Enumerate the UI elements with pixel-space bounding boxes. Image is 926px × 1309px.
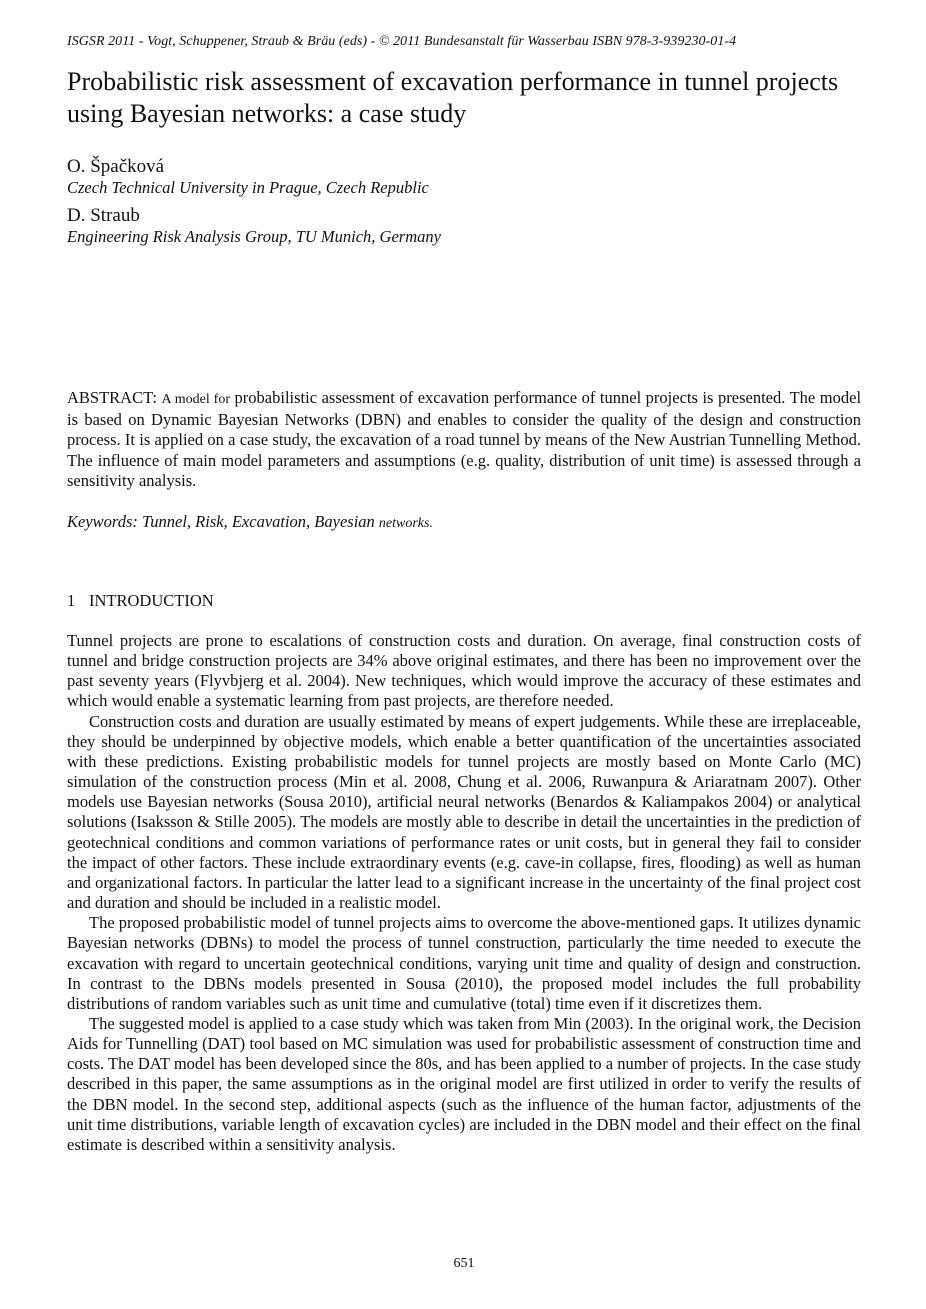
section-title: INTRODUCTION	[89, 591, 214, 610]
running-header: ISGSR 2011 - Vogt, Schuppener, Straub & Bräu (eds) - © 2011 Bundesanstalt für Wasserbau ISBN 978-3-939230-01-4	[67, 34, 737, 49]
page-number: 651	[453, 1256, 475, 1271]
author-name: D. Straub	[67, 205, 140, 226]
paragraph: Construction costs and duration are usually estimated by means of expert judgements. While these are irreplaceable, they should be underpinned by objective models, which enable a better quantification of the uncertainties associated with these predictions. Existing probabilistic models for tunnel projects are mostly based on Monte Carlo (MC) simulation of the construction process (Min et al. 2008, Chung et al. 2006, Ruwanpura & Ariaratnam 2007). Other models use Bayesian networks (Sousa 2010), artificial neural networks (Benardos & Kaliampakos 2004) or analytical solutions (Isaksson & Stille 2005). The models are mostly able to describe in detail the uncertainties in the prediction of geotechnical conditions and common variations of performance rates or unit costs, but in general they fail to consider the impact of other factors. These include extraordinary events (e.g. cave-in collapse, fires, flooding) as well as human and organizational factors. In particular the latter lead to a significant increase in the uncertainty of the final project cost and duration and should be included in a realistic model.	[67, 711, 861, 913]
section-number: 1	[67, 591, 76, 610]
paragraph: Tunnel projects are prone to escalations of construction costs and duration. On average, final construction costs of tunnel and bridge construction projects are 34% above original estimates, and there has been no improvement over the past seventy years (Flyvbjerg et al. 2004). New techniques, which would improve the accuracy of these estimates and which would enable a systematic learning from past projects, are therefore needed.	[67, 631, 861, 711]
body-text	[67, 631, 861, 1155]
author-name: O. Špačková	[67, 156, 165, 177]
author-affiliation: Engineering Risk Analysis Group, TU Munich, Germany	[67, 227, 441, 246]
abstract	[67, 388, 861, 491]
abstract-text: probabilistic assessment of excavation performance of tunnel projects is presented. The model is based on Dynamic Bayesian Networks (DBN) and enables to consider the quality of the design and construction process. It is applied on a case study, the excavation of a road tunnel by means of the New Austrian Tunnelling Method. The influence of main model parameters and assumptions (e.g. quality, distribution of unit time) is assessed through a sensitivity analysis.	[67, 388, 862, 490]
keywords-tail: networks.	[378, 516, 433, 531]
abstract-label: ABSTRACT:	[67, 388, 157, 407]
keywords-main: Keywords: Tunnel, Risk, Excavation, Bayesian	[67, 512, 375, 531]
keywords	[67, 512, 861, 534]
paper-title: Probabilistic risk assessment of excavation performance in tunnel projects using Bayesian networks: a case study	[67, 67, 839, 128]
abstract-lead: A model for	[161, 392, 230, 407]
paragraph: The proposed probabilistic model of tunnel projects aims to overcome the above-mentioned gaps. It utilizes dynamic Bayesian networks (DBNs) to model the process of tunnel construction, particularly the time needed to execute the excavation with regard to uncertain geotechnical conditions, varying unit time and quality of design and construction. In contrast to the DBNs models presented in Sousa (2010), the proposed model includes the full probability distributions of random variables such as unit time and cumulative (total) time even if it discretizes them.	[67, 913, 861, 1013]
paragraph: The suggested model is applied to a case study which was taken from Min (2003). In the original work, the Decision Aids for Tunnelling (DAT) tool based on MC simulation was used for probabilistic assessment of construction time and costs. The DAT model has been developed since the 80s, and has been applied to a number of projects. In the case study described in this paper, the same assumptions as in the original model are first utilized in order to verify the results of the DBN model. In the second step, additional aspects (such as the influence of the human factor, adjustments of the unit time distributions, variable length of excavation cycles) are included in the DBN model and their effect on the final estimate is described within a sensitivity analysis.	[67, 1013, 861, 1154]
author-affiliation: Czech Technical University in Prague, Czech Republic	[67, 178, 429, 197]
section-heading	[67, 591, 214, 611]
